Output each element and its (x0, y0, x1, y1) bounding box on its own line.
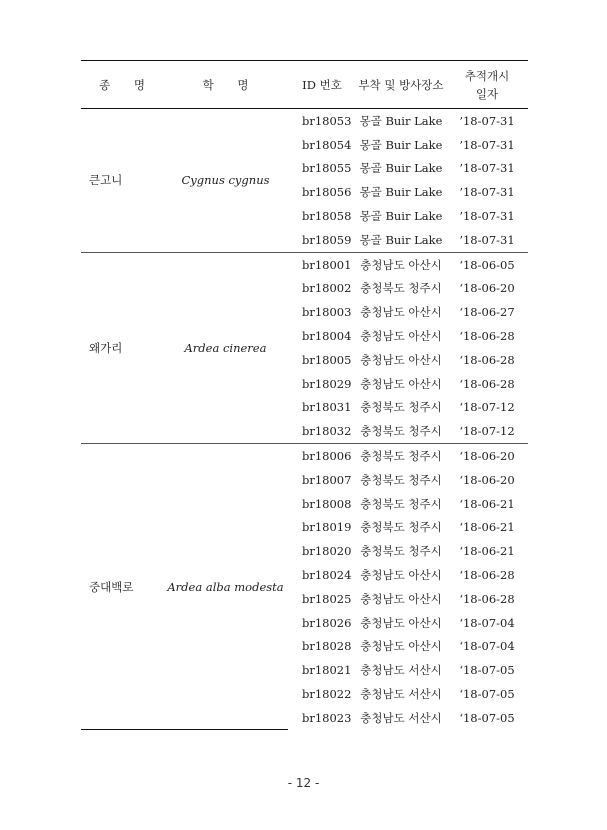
start-date-cell: ‘18-06-27 (459, 305, 515, 320)
location-cell: 몽골 Buir Lake (359, 161, 443, 176)
start-date-cell: ‘18-07-05 (459, 663, 515, 678)
start-date-cell: ‘18-06-21 (459, 496, 515, 511)
id-cell: br18029 (302, 376, 352, 391)
start-date-cell: ’18-07-31 (459, 161, 515, 176)
start-date-cell: ‘18-06-28 (459, 568, 515, 583)
location-cell: 충청남도 아산시 (360, 591, 442, 606)
start-date-cell: ‘18-07-04 (459, 615, 515, 630)
location-cell: 충청남도 아산시 (360, 305, 442, 320)
location-cell: 충청남도 서산시 (360, 687, 442, 702)
header-location: 부착 및 방사장소 (356, 61, 446, 109)
scientific-name-cell: Ardea alba modesta (163, 444, 288, 730)
start-date-cell: ‘18-06-28 (459, 376, 515, 391)
id-cell: br18020 (302, 544, 352, 559)
location-cell: 충청남도 아산시 (360, 615, 442, 630)
table-header (81, 61, 528, 109)
id-cell: br18007 (302, 472, 352, 487)
start-date-cell: ’18-07-31 (459, 137, 515, 152)
location-cell: 충청남도 아산시 (360, 376, 442, 391)
start-date-cell: ’18-07-31 (459, 113, 515, 128)
location-cell: 충청북도 청주시 (360, 472, 442, 487)
location-cell: 충청남도 아산시 (360, 257, 442, 272)
header-id: ID 번호 (288, 61, 356, 109)
start-date-cell: ‘18-07-12 (459, 400, 515, 415)
start-date-cell: ‘18-06-05 (459, 257, 515, 272)
header-start-date-line2: 일자 (475, 86, 499, 101)
start-date-cell: ‘18-07-12 (446, 419, 528, 443)
start-date-cell: ‘18-06-21 (459, 520, 515, 535)
id-cell: br18025 (302, 591, 352, 606)
start-date-cell: ‘18-06-20 (459, 281, 515, 296)
location-cell: 충청북도 청주시 (360, 496, 442, 511)
id-cell: br18022 (302, 687, 352, 702)
start-date-cell: ‘18-06-20 (459, 472, 515, 487)
header-row (81, 61, 528, 109)
start-date-cell: ’18-07-31 (459, 209, 515, 224)
page-number: - 12 - (287, 776, 320, 790)
scientific-name-cell: Cygnus cygnus (163, 109, 288, 253)
location-cell: 몽골 Buir Lake (359, 209, 443, 224)
id-cell: br18023 (302, 710, 352, 725)
header-start-date-line1: 추적개시 (464, 68, 510, 83)
location-cell: 충청남도 서산시 (360, 663, 442, 678)
location-cell: 충청북도 청주시 (360, 400, 442, 415)
location-cell: 충청북도 청주시 (360, 520, 442, 535)
start-date-cell: ‘18-06-28 (459, 329, 515, 344)
tracking-table (81, 60, 528, 730)
id-cell: br18026 (302, 615, 352, 630)
location-cell: 몽골 Buir Lake (359, 137, 443, 152)
id-cell: br18019 (302, 520, 352, 535)
location-cell: 충청남도 아산시 (360, 352, 442, 367)
location-cell: 충청북도 청주시 (356, 419, 446, 443)
start-date-cell: ‘18-07-04 (459, 639, 515, 654)
id-cell: br18004 (302, 329, 352, 344)
id-cell: br18006 (302, 449, 352, 464)
header-scientific-name: 학 명 (163, 61, 288, 109)
table-row (81, 109, 528, 133)
id-cell: br18024 (302, 568, 352, 583)
id-cell: br18055 (302, 161, 352, 176)
start-date-cell: ‘18-06-20 (459, 449, 515, 464)
location-cell: 충청남도 아산시 (360, 639, 442, 654)
table-row (81, 252, 528, 276)
table-body (81, 109, 528, 730)
header-start-date (446, 61, 528, 109)
id-cell: br18002 (302, 281, 352, 296)
location-cell: 충청남도 아산시 (360, 568, 442, 583)
id-cell: br18003 (302, 305, 352, 320)
id-cell: br18056 (302, 185, 352, 200)
table-row (81, 444, 528, 468)
location-cell: 몽골 Buir Lake (359, 113, 443, 128)
id-cell: br18059 (288, 228, 356, 252)
id-cell: br18028 (302, 639, 352, 654)
location-cell: 충청남도 서산시 (360, 710, 442, 725)
id-cell: br18058 (302, 209, 352, 224)
species-cell: 큰고니 (81, 109, 163, 253)
location-cell: 충청북도 청주시 (360, 544, 442, 559)
start-date-cell: ‘18-06-28 (459, 352, 515, 367)
id-cell: br18054 (302, 137, 352, 152)
location-cell: 몽골 Buir Lake (356, 228, 446, 252)
scientific-name-cell: Ardea cinerea (163, 252, 288, 443)
species-cell: 왜가리 (81, 252, 163, 443)
id-cell: br18053 (302, 113, 352, 128)
id-cell: br18005 (302, 352, 352, 367)
location-cell: 충청북도 청주시 (360, 449, 442, 464)
location-cell: 충청남도 아산시 (360, 329, 442, 344)
location-cell: 몽골 Buir Lake (359, 185, 443, 200)
start-date-cell: ‘18-07-05 (459, 687, 515, 702)
id-cell: br18032 (288, 419, 356, 443)
id-cell: br18008 (302, 496, 352, 511)
start-date-cell: ’18-07-31 (459, 185, 515, 200)
id-cell: br18031 (302, 400, 352, 415)
location-cell: 충청북도 청주시 (360, 281, 442, 296)
start-date-cell: ‘18-06-21 (459, 544, 515, 559)
start-date-cell: ‘18-06-28 (459, 591, 515, 606)
id-cell: br18001 (302, 257, 352, 272)
id-cell: br18021 (302, 663, 352, 678)
species-cell: 중대백로 (81, 444, 163, 730)
start-date-cell: ‘18-07-05 (459, 710, 515, 725)
header-species: 종 명 (81, 61, 163, 109)
start-date-cell: ’18-07-31 (446, 228, 528, 252)
